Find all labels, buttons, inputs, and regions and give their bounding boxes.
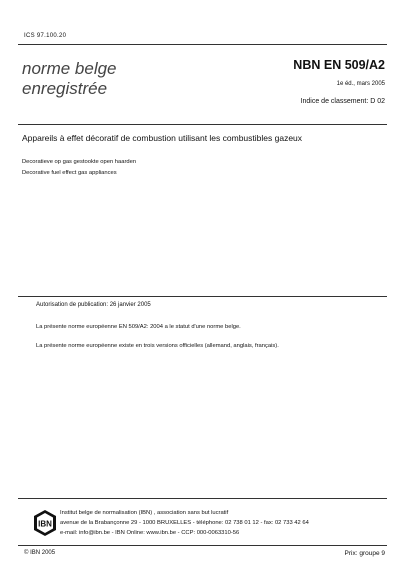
- bottom-rule: [18, 545, 387, 546]
- norme-belge-label: [22, 59, 117, 99]
- header-rule: [18, 44, 387, 45]
- classification-index: Indice de classement: D 02: [300, 98, 385, 105]
- ibn-address-line-1: Institut belge de normalisation (IBN) , association sans but lucratif: [60, 510, 229, 516]
- versions-notice: La présente norme européenne existe en trois versions officielles (allemand, anglais, français).: [36, 343, 279, 349]
- title-english: Decorative fuel effect gas appliances: [22, 170, 117, 176]
- copyright: © IBN 2005: [24, 550, 56, 556]
- document-title: Appareils à effet décoratif de combustion utilisant les combustibles gazeux: [22, 133, 303, 143]
- footer-rule: [18, 498, 387, 499]
- price-group: Prix: groupe 9: [344, 550, 385, 557]
- ibn-logo: [34, 510, 56, 536]
- edition-date: 1e éd., mars 2005: [336, 81, 385, 87]
- ibn-logo-text: IBN: [38, 519, 52, 529]
- publication-authorization: Autorisation de publication: 26 janvier 2005: [36, 302, 151, 308]
- standard-number: NBN EN 509/A2: [293, 58, 385, 72]
- status-notice: La présente norme européenne EN 509/A2: 2004 a le statut d'une norme belge.: [36, 324, 241, 330]
- ibn-address-line-3: e-mail: info@ibn.be - IBN Online: www.ibn.be - CCP: 000-0063310-56: [60, 530, 240, 536]
- title-top-rule: [18, 124, 387, 125]
- publication-rule: [18, 296, 387, 297]
- norme-line-2: enregistrée: [22, 79, 108, 98]
- ics-code: ICS 97.100.20: [24, 33, 67, 39]
- ibn-address-line-2: avenue de la Brabançonne 29 - 1000 BRUXELLES - téléphone: 02 738 01 12 - fax: 02 733 42 64: [60, 520, 309, 526]
- norme-line-1: norme belge: [22, 59, 117, 78]
- title-dutch: Decoratieve op gas gestookte open haarden: [22, 159, 137, 165]
